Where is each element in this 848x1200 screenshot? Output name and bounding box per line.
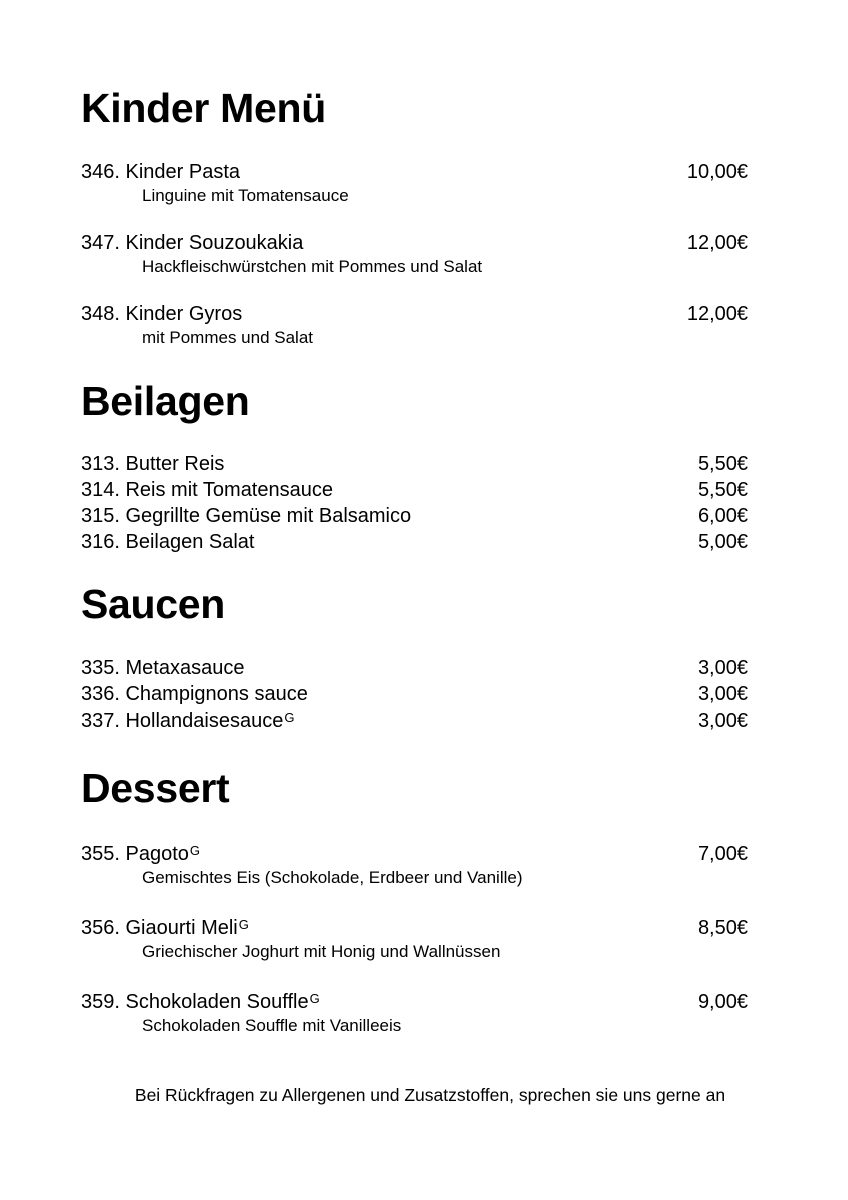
- section-title: Beilagen: [81, 378, 250, 424]
- menu-item: [81, 230, 748, 278]
- allergen-marker: G: [309, 991, 320, 1006]
- menu-item: [81, 915, 748, 963]
- item-price: 6,00€: [697, 505, 748, 527]
- item-description: Linguine mit Tomatensauce: [142, 186, 349, 205]
- allergen-marker: G: [238, 917, 249, 932]
- item-description: Griechischer Joghurt mit Honig und Wallnüssen: [142, 942, 501, 961]
- menu-item: [81, 989, 748, 1037]
- item-name-text: 337. Hollandaisesauce: [81, 710, 284, 732]
- item-name: [81, 841, 200, 867]
- menu-item: [81, 529, 748, 555]
- item-name: 335. Metaxasauce: [81, 657, 245, 679]
- allergen-marker: G: [189, 843, 200, 858]
- menu-item: [81, 681, 748, 707]
- item-price: 7,00€: [697, 843, 748, 865]
- section-dessert: [81, 765, 748, 811]
- section-beilagen: [81, 378, 748, 424]
- menu-item: [81, 477, 748, 503]
- item-description: mit Pommes und Salat: [142, 328, 314, 347]
- allergen-notice: Bei Rückfragen zu Allergenen und Zusatzstoffen, sprechen sie uns gerne an: [134, 1085, 726, 1105]
- item-price: 5,00€: [697, 531, 748, 553]
- item-name: [81, 915, 249, 941]
- item-description: Schokoladen Souffle mit Vanilleeis: [142, 1016, 402, 1035]
- item-description: Hackfleischwürstchen mit Pommes und Salat: [142, 257, 483, 276]
- section-title: Kinder Menü: [81, 85, 326, 131]
- item-price: 10,00€: [686, 161, 748, 183]
- item-name: 336. Champignons sauce: [81, 683, 308, 705]
- item-name: 315. Gegrillte Gemüse mit Balsamico: [81, 505, 412, 527]
- item-name: 348. Kinder Gyros: [81, 303, 243, 325]
- item-price: 5,50€: [697, 453, 748, 475]
- item-price: 3,00€: [697, 657, 748, 679]
- item-price: 3,00€: [697, 710, 748, 732]
- item-price: 9,00€: [697, 991, 748, 1013]
- section-title: Dessert: [81, 765, 230, 811]
- menu-item: [81, 301, 748, 349]
- item-description: Gemischtes Eis (Schokolade, Erdbeer und Vanille): [142, 868, 523, 887]
- menu-item: [81, 159, 748, 207]
- item-name: 347. Kinder Souzoukakia: [81, 232, 304, 254]
- item-name: 314. Reis mit Tomatensauce: [81, 479, 333, 501]
- menu-item: [81, 503, 748, 529]
- item-name: [81, 989, 320, 1015]
- item-name: 346. Kinder Pasta: [81, 161, 240, 183]
- item-price: 12,00€: [686, 303, 748, 325]
- item-price: 3,00€: [697, 683, 748, 705]
- item-price: 5,50€: [697, 479, 748, 501]
- item-name: 313. Butter Reis: [81, 453, 225, 475]
- menu-item: [81, 841, 748, 889]
- item-price: 8,50€: [697, 917, 748, 939]
- item-price: 12,00€: [686, 232, 748, 254]
- section-saucen: [81, 581, 748, 627]
- menu-item: [81, 655, 748, 681]
- item-name-text: 356. Giaourti Meli: [81, 917, 238, 939]
- item-name-text: 359. Schokoladen Souffle: [81, 991, 309, 1013]
- allergen-marker: G: [284, 710, 295, 725]
- menu-item: [81, 708, 748, 734]
- item-name-text: 355. Pagoto: [81, 843, 189, 865]
- menu-item: [81, 451, 748, 477]
- section-kinder-menu: [81, 85, 748, 131]
- item-name: [81, 708, 295, 734]
- item-name: 316. Beilagen Salat: [81, 531, 255, 553]
- section-title: Saucen: [81, 581, 226, 627]
